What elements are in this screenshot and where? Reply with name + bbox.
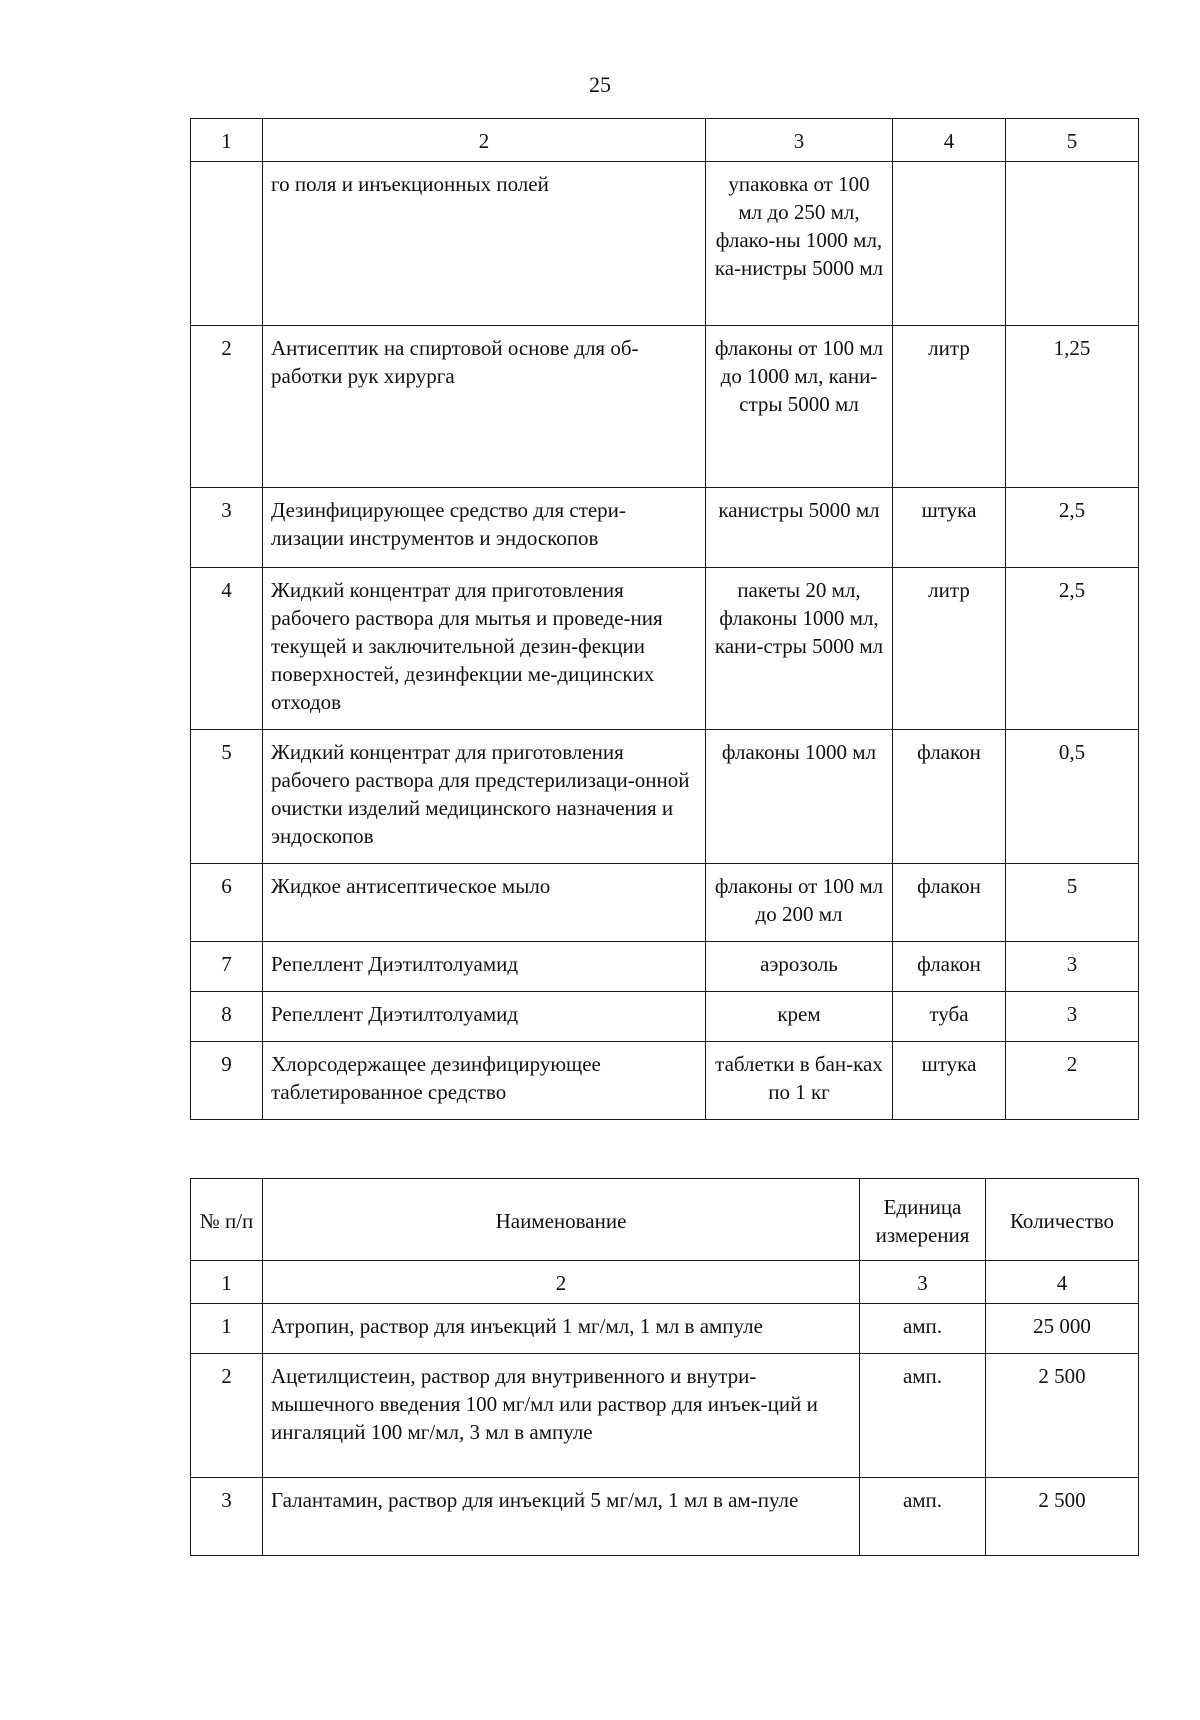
- item-unit: амп.: [860, 1304, 986, 1354]
- header-quantity: Количество: [986, 1179, 1139, 1261]
- item-name: го поля и инъекционных полей: [263, 162, 706, 326]
- row-number: 7: [191, 942, 263, 992]
- table-row: [191, 992, 1139, 1042]
- table-row: [191, 1354, 1139, 1478]
- item-quantity: 2 500: [986, 1354, 1139, 1478]
- item-name: Дезинфицирующее средство для стери-лизации инструментов и эндоскопов: [263, 488, 706, 568]
- col-number: 2: [263, 119, 706, 162]
- table-row: [191, 1304, 1139, 1354]
- item-packaging: флаконы от 100 мл до 1000 мл, кани-стры 5000 мл: [706, 326, 893, 488]
- col-number: 3: [706, 119, 893, 162]
- item-name: Галантамин, раствор для инъекций 5 мг/мл, 1 мл в ам-пуле: [263, 1478, 860, 1556]
- row-number: 3: [191, 488, 263, 568]
- item-name: Атропин, раствор для инъекций 1 мг/мл, 1 мл в ампуле: [263, 1304, 860, 1354]
- table-row: [191, 730, 1139, 864]
- row-number: 5: [191, 730, 263, 864]
- item-unit: литр: [893, 326, 1006, 488]
- row-number: 9: [191, 1042, 263, 1120]
- table-header-row: [191, 1179, 1139, 1261]
- page-number: 25: [589, 72, 611, 97]
- item-unit: амп.: [860, 1354, 986, 1478]
- row-number: 3: [191, 1478, 263, 1556]
- table-row: [191, 162, 1139, 326]
- row-number: 2: [191, 326, 263, 488]
- row-number: 1: [191, 1304, 263, 1354]
- row-number: 8: [191, 992, 263, 1042]
- item-quantity: 3: [1006, 992, 1139, 1042]
- column-number-row: [191, 119, 1139, 162]
- header-name: Наименование: [263, 1179, 860, 1261]
- item-quantity: 1,25: [1006, 326, 1139, 488]
- header-unit: Единица измерения: [860, 1179, 986, 1261]
- item-quantity: 2 500: [986, 1478, 1139, 1556]
- row-number: 6: [191, 864, 263, 942]
- item-unit: штука: [893, 1042, 1006, 1120]
- col-number: 1: [191, 119, 263, 162]
- row-number: 4: [191, 568, 263, 730]
- supplies-table: [190, 118, 1139, 1120]
- item-unit: литр: [893, 568, 1006, 730]
- item-name: Антисептик на спиртовой основе для об-работки рук хирурга: [263, 326, 706, 488]
- table-row: [191, 326, 1139, 488]
- col-number: 4: [893, 119, 1006, 162]
- item-packaging: флаконы от 100 мл до 200 мл: [706, 864, 893, 942]
- row-number: [191, 162, 263, 326]
- item-quantity: 2,5: [1006, 568, 1139, 730]
- item-unit: штука: [893, 488, 1006, 568]
- table-row: [191, 568, 1139, 730]
- item-name: Жидкий концентрат для приготовления рабочего раствора для предстерилизаци-онной очистки изделий медицинского назначения и эндоскопов: [263, 730, 706, 864]
- item-packaging: таблетки в бан-ках по 1 кг: [706, 1042, 893, 1120]
- col-number: 2: [263, 1261, 860, 1304]
- item-name: Репеллент Диэтилтолуамид: [263, 942, 706, 992]
- item-quantity: 2: [1006, 1042, 1139, 1120]
- row-number: 2: [191, 1354, 263, 1478]
- column-number-row: [191, 1261, 1139, 1304]
- col-number: 5: [1006, 119, 1139, 162]
- item-unit: флакон: [893, 864, 1006, 942]
- item-packaging: флаконы 1000 мл: [706, 730, 893, 864]
- item-name: Жидкое антисептическое мыло: [263, 864, 706, 942]
- item-quantity: 5: [1006, 864, 1139, 942]
- item-packaging: канистры 5000 мл: [706, 488, 893, 568]
- item-packaging: аэрозоль: [706, 942, 893, 992]
- table-row: [191, 864, 1139, 942]
- table-row: [191, 1042, 1139, 1120]
- table-row: [191, 1478, 1139, 1556]
- table-row: [191, 942, 1139, 992]
- item-unit: туба: [893, 992, 1006, 1042]
- item-packaging: упаковка от 100 мл до 250 мл, флако-ны 1000 мл, ка-нистры 5000 мл: [706, 162, 893, 326]
- item-quantity: [1006, 162, 1139, 326]
- item-quantity: 25 000: [986, 1304, 1139, 1354]
- item-unit: [893, 162, 1006, 326]
- item-packaging: крем: [706, 992, 893, 1042]
- item-unit: флакон: [893, 730, 1006, 864]
- table-row: [191, 488, 1139, 568]
- item-name: Репеллент Диэтилтолуамид: [263, 992, 706, 1042]
- item-name: Ацетилцистеин, раствор для внутривенного и внутри-мышечного введения 100 мг/мл или раствор для инъек-ций и ингаляций 100 мг/мл, 3 мл в ампуле: [263, 1354, 860, 1478]
- col-number: 1: [191, 1261, 263, 1304]
- item-unit: амп.: [860, 1478, 986, 1556]
- item-unit: флакон: [893, 942, 1006, 992]
- item-packaging: пакеты 20 мл, флаконы 1000 мл, кани-стры 5000 мл: [706, 568, 893, 730]
- item-quantity: 0,5: [1006, 730, 1139, 864]
- item-quantity: 3: [1006, 942, 1139, 992]
- header-number: № п/п: [191, 1179, 263, 1261]
- medications-table: [190, 1178, 1139, 1556]
- item-name: Хлорсодержащее дезинфицирующее таблетированное средство: [263, 1042, 706, 1120]
- item-quantity: 2,5: [1006, 488, 1139, 568]
- item-name: Жидкий концентрат для приготовления рабочего раствора для мытья и проведе-ния текущей и заключительной дезин-фекции поверхностей, дезинфекции ме-дицинских отходов: [263, 568, 706, 730]
- col-number: 4: [986, 1261, 1139, 1304]
- col-number: 3: [860, 1261, 986, 1304]
